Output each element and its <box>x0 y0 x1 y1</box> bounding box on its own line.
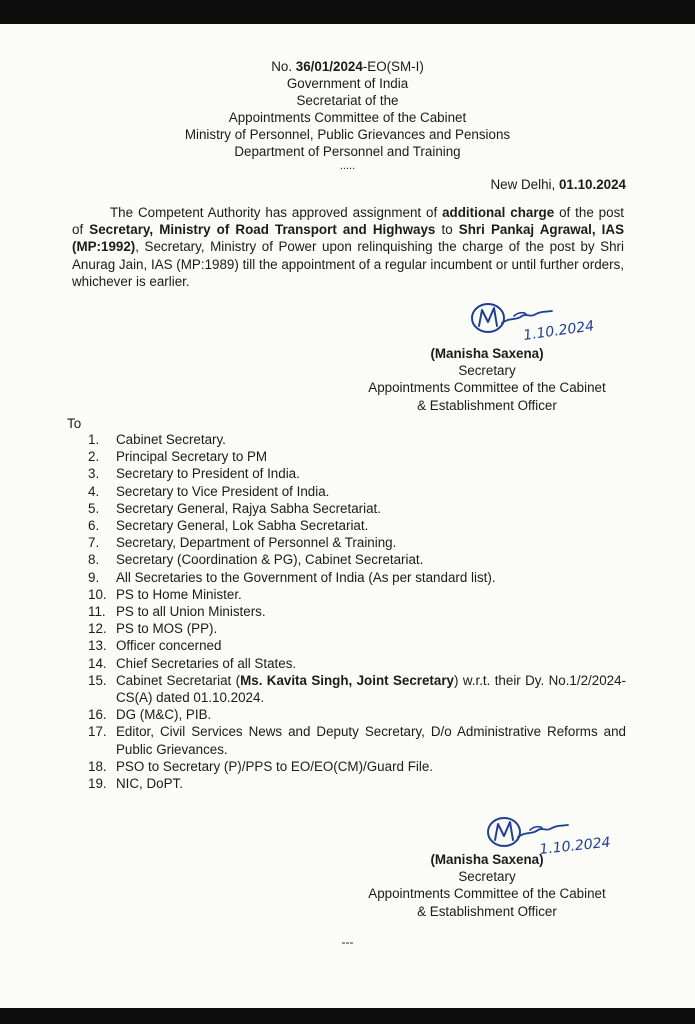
signatory-establishment: & Establishment Officer <box>417 397 557 413</box>
recipient-text: Secretary to President of India. <box>116 466 300 482</box>
signatory-establishment: & Establishment Officer <box>417 903 557 919</box>
signatory-block-1 <box>352 345 622 414</box>
recipient-item <box>88 517 626 534</box>
recipient-number: 17. <box>88 724 107 740</box>
header-department: Department of Personnel and Training <box>234 144 461 159</box>
recipient-text: Chief Secretaries of all States. <box>116 655 297 671</box>
order-post-name: Secretary, Ministry of Road Transport and Highways <box>89 222 436 238</box>
recipient-text: Secretary (Coordination & PG), Cabinet Secretariat. <box>116 552 424 568</box>
header-committee: Appointments Committee of the Cabinet <box>228 110 467 125</box>
recipient-number: 13. <box>88 638 107 654</box>
recipient-number: 19. <box>88 776 107 792</box>
recipient-text: Editor, Civil Services News and Deputy Secretary, D/o Administrative Reforms and Public Grievances. <box>116 724 626 757</box>
recipient-text-bold: Ms. Kavita Singh, Joint Secretary <box>240 672 454 688</box>
signatory-committee: Appointments Committee of the Cabinet <box>368 886 606 902</box>
recipient-item <box>88 500 626 517</box>
recipient-item <box>88 603 626 620</box>
header-separator: ..... <box>339 160 356 172</box>
order-officer-name: Shri Pankaj Agrawal, IAS (MP:1992) <box>72 222 625 255</box>
issue-place: New Delhi, <box>490 177 559 192</box>
recipient-list <box>88 431 626 792</box>
recipient-text: Secretary, Department of Personnel & Training. <box>116 535 397 551</box>
recipient-item <box>88 723 626 757</box>
recipient-text: DG (M&C), PIB. <box>116 707 212 723</box>
signature-1 <box>466 290 616 346</box>
signatory-name: (Manisha Saxena) <box>430 852 544 867</box>
recipient-number: 18. <box>88 758 107 774</box>
signature-2-date: 1.10.2024 <box>538 834 612 858</box>
issue-date-value: 01.10.2024 <box>558 177 626 192</box>
header-government: Government of India <box>286 76 409 91</box>
signatory-name: (Manisha Saxena) <box>430 346 544 361</box>
header-secretariat: Secretariat of the <box>296 93 399 108</box>
recipient-text: PS to Home Minister. <box>116 586 242 602</box>
recipient-item <box>88 775 626 792</box>
signatory-block-2 <box>352 851 622 920</box>
recipient-text: Officer concerned <box>116 638 222 654</box>
ref-prefix: No. <box>271 59 296 74</box>
office-memorandum-page <box>0 24 695 1008</box>
order-text-1: The Competent Authority has approved assignment of <box>110 205 443 220</box>
recipient-text: PSO to Secretary (P)/PPS to EO/EO(CM)/Guard File. <box>116 758 433 774</box>
signatory-title: Secretary <box>458 869 516 885</box>
recipient-number: 12. <box>88 621 107 637</box>
recipient-text: NIC, DoPT. <box>116 776 183 792</box>
recipient-item <box>88 534 626 551</box>
reference-number <box>0 58 695 75</box>
recipient-item <box>88 586 626 603</box>
recipient-number: 5. <box>88 500 100 516</box>
signatory-committee: Appointments Committee of the Cabinet <box>368 380 606 396</box>
recipient-item <box>88 483 626 500</box>
recipient-item <box>88 465 626 482</box>
issue-date <box>491 176 627 193</box>
to-label: To <box>67 416 82 431</box>
recipient-number: 15. <box>88 672 107 688</box>
recipient-number: 9. <box>88 569 100 585</box>
recipient-number: 8. <box>88 552 100 568</box>
order-text-3: to <box>435 222 459 238</box>
recipient-item <box>88 448 626 465</box>
recipient-text: PS to MOS (PP). <box>116 621 218 637</box>
recipient-item <box>88 551 626 568</box>
order-text-4: , Secretary, Ministry of Power upon relinquishing the charge of the post by Shri Anurag Jain, IAS (MP:1989) till the appointment of a regular incumbent or until further orders, whichever is earlier. <box>72 239 624 289</box>
recipient-text <box>116 672 626 706</box>
recipient-text: Cabinet Secretary. <box>116 432 226 447</box>
order-paragraph <box>72 204 624 290</box>
signature-1-date: 1.10.2024 <box>522 318 596 344</box>
recipient-item <box>88 672 626 706</box>
recipient-number: 3. <box>88 466 100 482</box>
order-text-2: of the post of <box>72 205 624 238</box>
recipient-text: PS to all Union Ministers. <box>116 604 266 620</box>
recipient-number: 16. <box>88 707 107 723</box>
ref-number: 36/01/2024 <box>295 59 363 74</box>
recipient-item <box>88 758 626 775</box>
recipient-item <box>88 637 626 654</box>
recipient-item <box>88 620 626 637</box>
header-ministry: Ministry of Personnel, Public Grievances and Pensions <box>184 127 511 142</box>
recipient-text: Principal Secretary to PM <box>116 449 268 465</box>
recipient-number: 14. <box>88 655 107 671</box>
recipient-number: 1. <box>88 432 100 447</box>
recipient-item <box>88 431 626 448</box>
recipient-item <box>88 569 626 586</box>
recipient-number: 10. <box>88 586 107 602</box>
recipient-number: 4. <box>88 483 100 499</box>
recipient-item <box>88 706 626 723</box>
recipient-number: 2. <box>88 449 100 465</box>
recipient-item <box>88 655 626 672</box>
recipient-text: Secretary General, Rajya Sabha Secretariat. <box>116 500 381 516</box>
recipient-text-post: ) w.r.t. their Dy. No.1/2/2024-CS(A) dated 01.10.2024. <box>116 672 626 706</box>
recipient-text: Secretary General, Lok Sabha Secretariat. <box>116 518 369 534</box>
end-mark: --- <box>341 935 354 949</box>
signatory-title: Secretary <box>458 363 516 379</box>
recipient-text-pre: Cabinet Secretariat ( <box>116 672 241 688</box>
recipient-text: All Secretaries to the Government of India (As per standard list). <box>116 569 496 585</box>
ref-suffix: -EO(SM-I) <box>362 59 424 74</box>
recipient-number: 7. <box>88 535 100 551</box>
order-additional-charge: additional charge <box>442 205 555 220</box>
recipient-text: Secretary to Vice President of India. <box>116 483 330 499</box>
recipient-number: 6. <box>88 518 100 534</box>
recipient-number: 11. <box>88 604 106 620</box>
